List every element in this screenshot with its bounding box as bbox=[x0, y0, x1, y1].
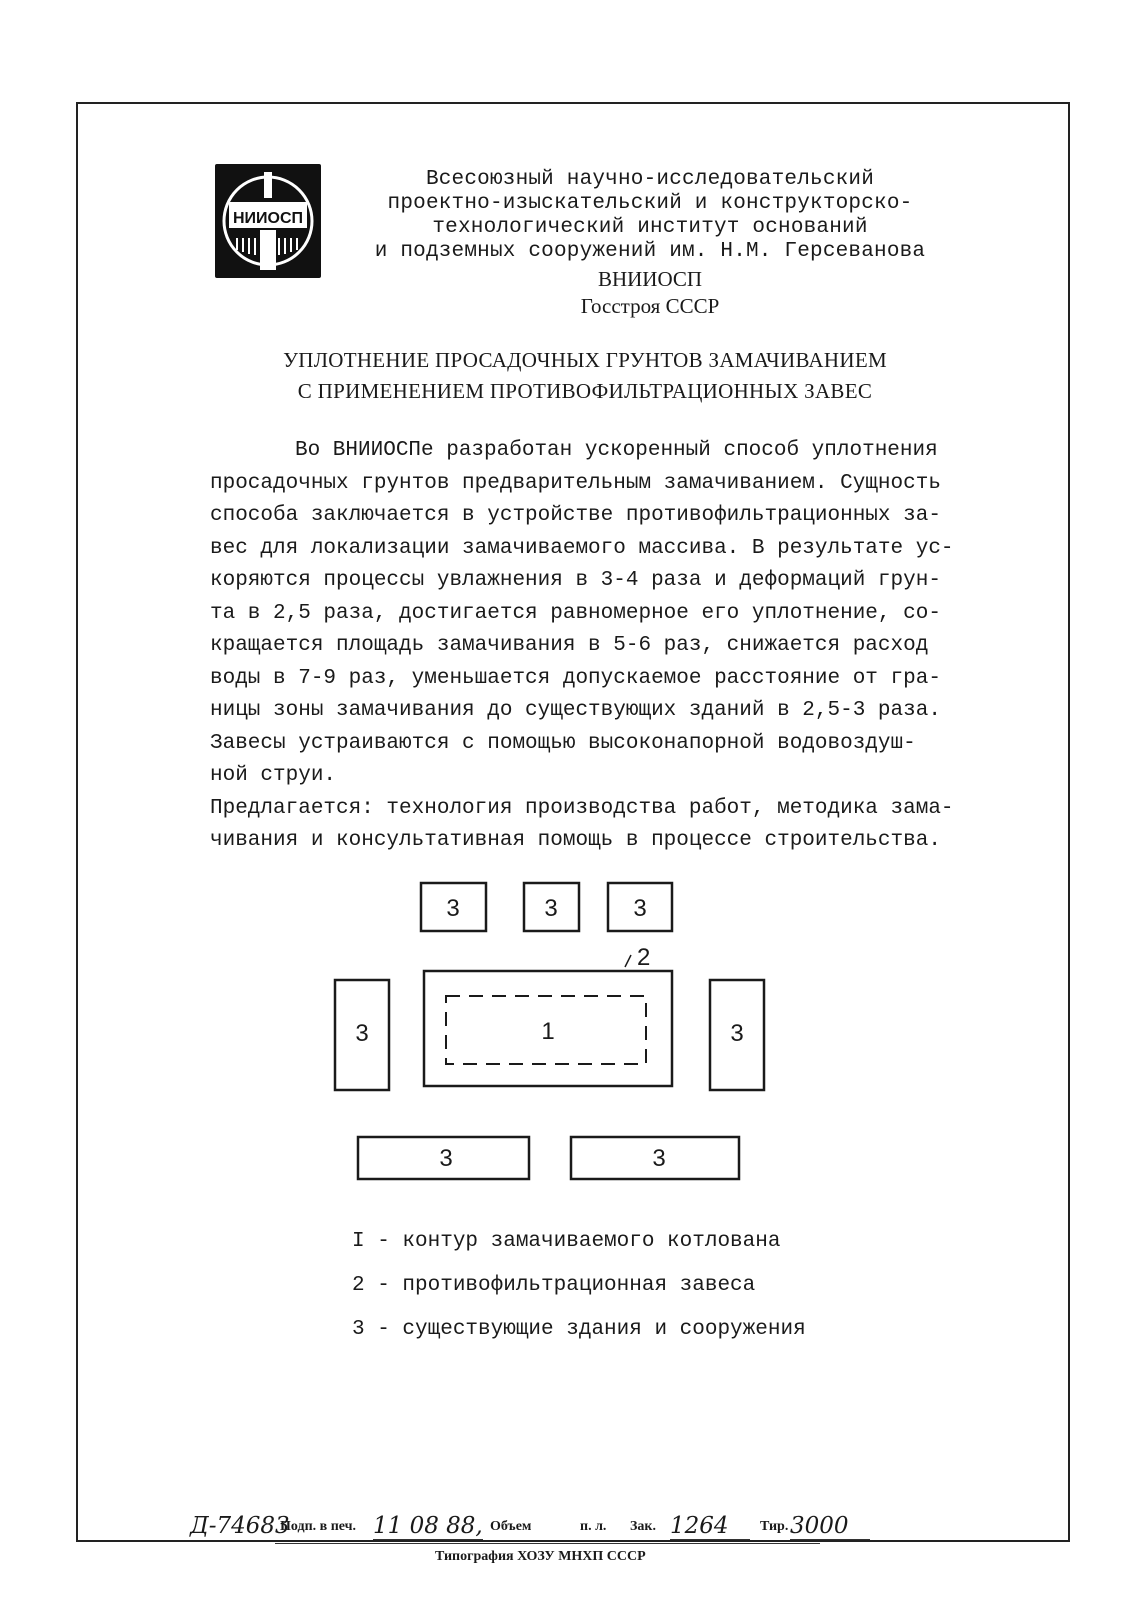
institute-line: технологический институт оснований bbox=[432, 216, 868, 239]
building-bottom-1 bbox=[358, 1137, 529, 1179]
institute-line: и подземных сооружений им. Н.М. Герсеванова bbox=[374, 240, 926, 263]
volume-label: Объем bbox=[490, 1519, 532, 1534]
body-line: ной струи. bbox=[210, 764, 337, 787]
ministry-name: Госстроя СССР bbox=[580, 294, 720, 318]
imprint-rule bbox=[275, 1543, 820, 1544]
body-line: вес для локализации замачиваемого массива. В результате ус- bbox=[210, 536, 954, 560]
body-line: чивания и консультативная помощь в процессе строительства. bbox=[210, 829, 941, 852]
svg-text:3: 3 bbox=[652, 1145, 666, 1172]
body-line: воды в 7-9 раз, уменьшается допускаемое расстояние от гра- bbox=[210, 666, 941, 690]
body-line: кращается площадь замачивания в 5-6 раз, снижается расход bbox=[210, 634, 929, 657]
institute-abbreviation-block bbox=[420, 266, 880, 320]
body-line: Предлагается: технология производства работ, методика зама- bbox=[210, 796, 954, 820]
institute-line: проектно-изыскательский и конструкторско- bbox=[387, 192, 913, 215]
institute-abbr: ВНИИОСП bbox=[597, 267, 703, 291]
building-top-1 bbox=[421, 883, 486, 931]
institute-logo bbox=[215, 164, 321, 278]
order-label: Зак. bbox=[630, 1519, 656, 1534]
copies-number: 3000 bbox=[790, 1513, 870, 1540]
body-line: Во ВНИИОСПе разработан ускоренный способ уплотнения bbox=[295, 439, 938, 462]
body-line: ницы зоны замачивания до существующих зданий в 2,5-3 раза. bbox=[210, 699, 941, 722]
legend-item: 2 - противофильтрационная завеса bbox=[352, 1274, 756, 1297]
copies-label: Тир. bbox=[760, 1519, 789, 1534]
diagram-legend bbox=[352, 1220, 806, 1352]
order-number: 1264 bbox=[670, 1513, 750, 1540]
print-imprint bbox=[180, 1503, 940, 1593]
sheets-label: п. л. bbox=[580, 1519, 607, 1534]
svg-text:3: 3 bbox=[730, 1020, 744, 1047]
document-number: Д-74683 bbox=[190, 1513, 290, 1539]
body-line: Завесы устраиваются с помощью высоконапорной водовоздуш- bbox=[210, 731, 916, 755]
institute-line: Всесоюзный научно-исследовательский bbox=[425, 168, 875, 191]
institute-name bbox=[350, 168, 950, 264]
signed-date: 11 08 88, bbox=[373, 1513, 483, 1539]
body-line: способа заключается в устройстве противофильтрационных за- bbox=[210, 504, 941, 527]
title-line: УПЛОТНЕНИЕ ПРОСАДОЧНЫХ ГРУНТОВ ЗАМАЧИВАНИЕМ bbox=[283, 348, 887, 372]
building-bottom-2 bbox=[571, 1137, 739, 1179]
body-line: коряются процессы увлажнения в 3-4 раза и деформаций грун- bbox=[210, 569, 941, 592]
building-left bbox=[335, 980, 389, 1090]
svg-text:1: 1 bbox=[541, 1018, 555, 1045]
body-text bbox=[210, 435, 995, 858]
svg-text:3: 3 bbox=[446, 895, 460, 922]
document-title bbox=[250, 345, 920, 407]
svg-text:3: 3 bbox=[633, 895, 647, 922]
body-line: просадочных грунтов предварительным замачиванием. Сущность bbox=[210, 471, 941, 495]
building-right bbox=[710, 980, 764, 1090]
building-top-2 bbox=[524, 883, 579, 931]
svg-text:3: 3 bbox=[544, 895, 558, 922]
signed-label: Подп. в печ. bbox=[280, 1519, 357, 1534]
logo-text: НИИОСП bbox=[232, 210, 304, 227]
legend-item: 3 - существующие здания и сооружения bbox=[352, 1318, 806, 1341]
title-line: С ПРИМЕНЕНИЕМ ПРОТИВОФИЛЬТРАЦИОННЫХ ЗАВЕС bbox=[297, 379, 873, 403]
body-line: та в 2,5 раза, достигается равномерное его уплотнение, со- bbox=[210, 601, 941, 625]
building-top-3 bbox=[608, 883, 672, 931]
site-diagram bbox=[320, 875, 780, 1215]
svg-text:3: 3 bbox=[439, 1145, 453, 1172]
legend-item: I - контур замачиваемого котлована bbox=[352, 1230, 781, 1253]
svg-text:3: 3 bbox=[355, 1020, 369, 1047]
svg-text:2: 2 bbox=[637, 944, 651, 971]
pit-contour bbox=[446, 996, 646, 1064]
printer-name: Типография ХОЗУ МНХП СССР bbox=[435, 1549, 646, 1564]
